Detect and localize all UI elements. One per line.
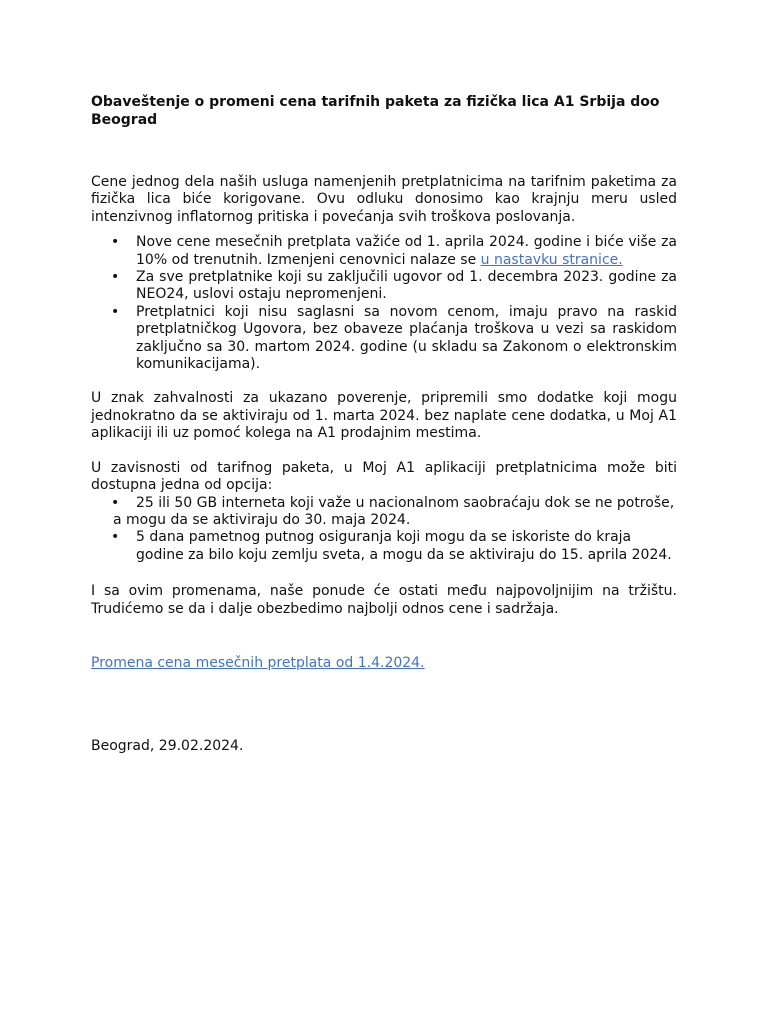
bullet-icon: • xyxy=(111,303,120,320)
option-text-line2: a mogu da se aktiviraju do 30. maja 2024. xyxy=(113,511,411,528)
options-list xyxy=(91,495,677,565)
document-body xyxy=(91,93,677,756)
bullet-icon: • xyxy=(111,269,120,286)
list-item xyxy=(91,304,677,374)
list-item xyxy=(91,234,677,269)
thanks-paragraph: U znak zahvalnosti za ukazano poverenje, pripremili smo dodatke koji mogu jednokratno da se aktiviraju od 1. marta 2024. bez naplate cene dodatka, u Moj A1 aplikaciji ili uz pomoć kolega na A1 prodajnim mestima. xyxy=(91,390,677,442)
option-text: 5 dana pametnog putnog osiguranja koji mogu da se iskoriste do kraja godine za bilo koju zemlju sveta, a mogu da se aktiviraju do 15. aprila 2024. xyxy=(136,529,672,563)
closing-paragraph: I sa ovim promenama, naše ponude će ostati među najpovoljnijim na tržištu. Trudićemo se da i dalje obezbedimo najbolji odnos cene i sadržaja. xyxy=(91,583,677,617)
list-item xyxy=(91,529,677,564)
continue-page-link[interactable]: u nastavku stranice. xyxy=(480,251,623,268)
intro-paragraph: Cene jednog dela naših usluga namenjenih pretplatnicima na tarifnim paketima za fizička lica biće korigovane. Ovu odluku donosimo kao krajnju meru usled intenzivnog inflatornog pritiska i povećanja svih troškova poslovanja. xyxy=(91,174,677,225)
bullet-text: Pretplatnici koji nisu saglasni sa novom cenom, imaju pravo na raskid pretplatničkog Ugovora, bez obaveze plaćanja troškova u vezi sa raskidom zaključno sa 30. martom 2024. godine (u skladu sa Zakonom o elektronskim komunikacijama). xyxy=(136,303,677,373)
page-title: Obaveštenje o promeni cena tarifnih paketa za fizička lica A1 Srbija doo Beograd xyxy=(91,94,660,128)
list-item xyxy=(91,495,677,530)
list-item xyxy=(91,269,677,304)
bullet-icon: • xyxy=(111,234,120,251)
bullet-text: Nove cene mesečnih pretplata važiće od 1. aprila 2024. godine i biće više za 10% od trenutnih. Izmenjeni cenovnici nalaze se xyxy=(136,234,677,268)
price-change-link[interactable]: Promena cena mesečnih pretplata od 1.4.2024. xyxy=(91,654,425,671)
option-text-line1: 25 ili 50 GB interneta koji važe u nacionalnom saobraćaju dok se ne potroše, xyxy=(136,494,675,511)
bullet-icon: • xyxy=(111,529,120,546)
change-list xyxy=(91,234,677,373)
price-change-paragraph xyxy=(91,655,677,672)
date-line: Beograd, 29.02.2024. xyxy=(91,738,244,755)
bullet-text: Za sve pretplatnike koji su zaključili ugovor od 1. decembra 2023. godine za NEO24, uslovi ostaju nepromenjeni. xyxy=(136,269,677,303)
options-intro: U zavisnosti od tarifnog paketa, u Moj A1 aplikaciji pretplatnicima može biti dostupna jedna od opcija: xyxy=(91,459,677,494)
bullet-icon: • xyxy=(111,494,120,511)
